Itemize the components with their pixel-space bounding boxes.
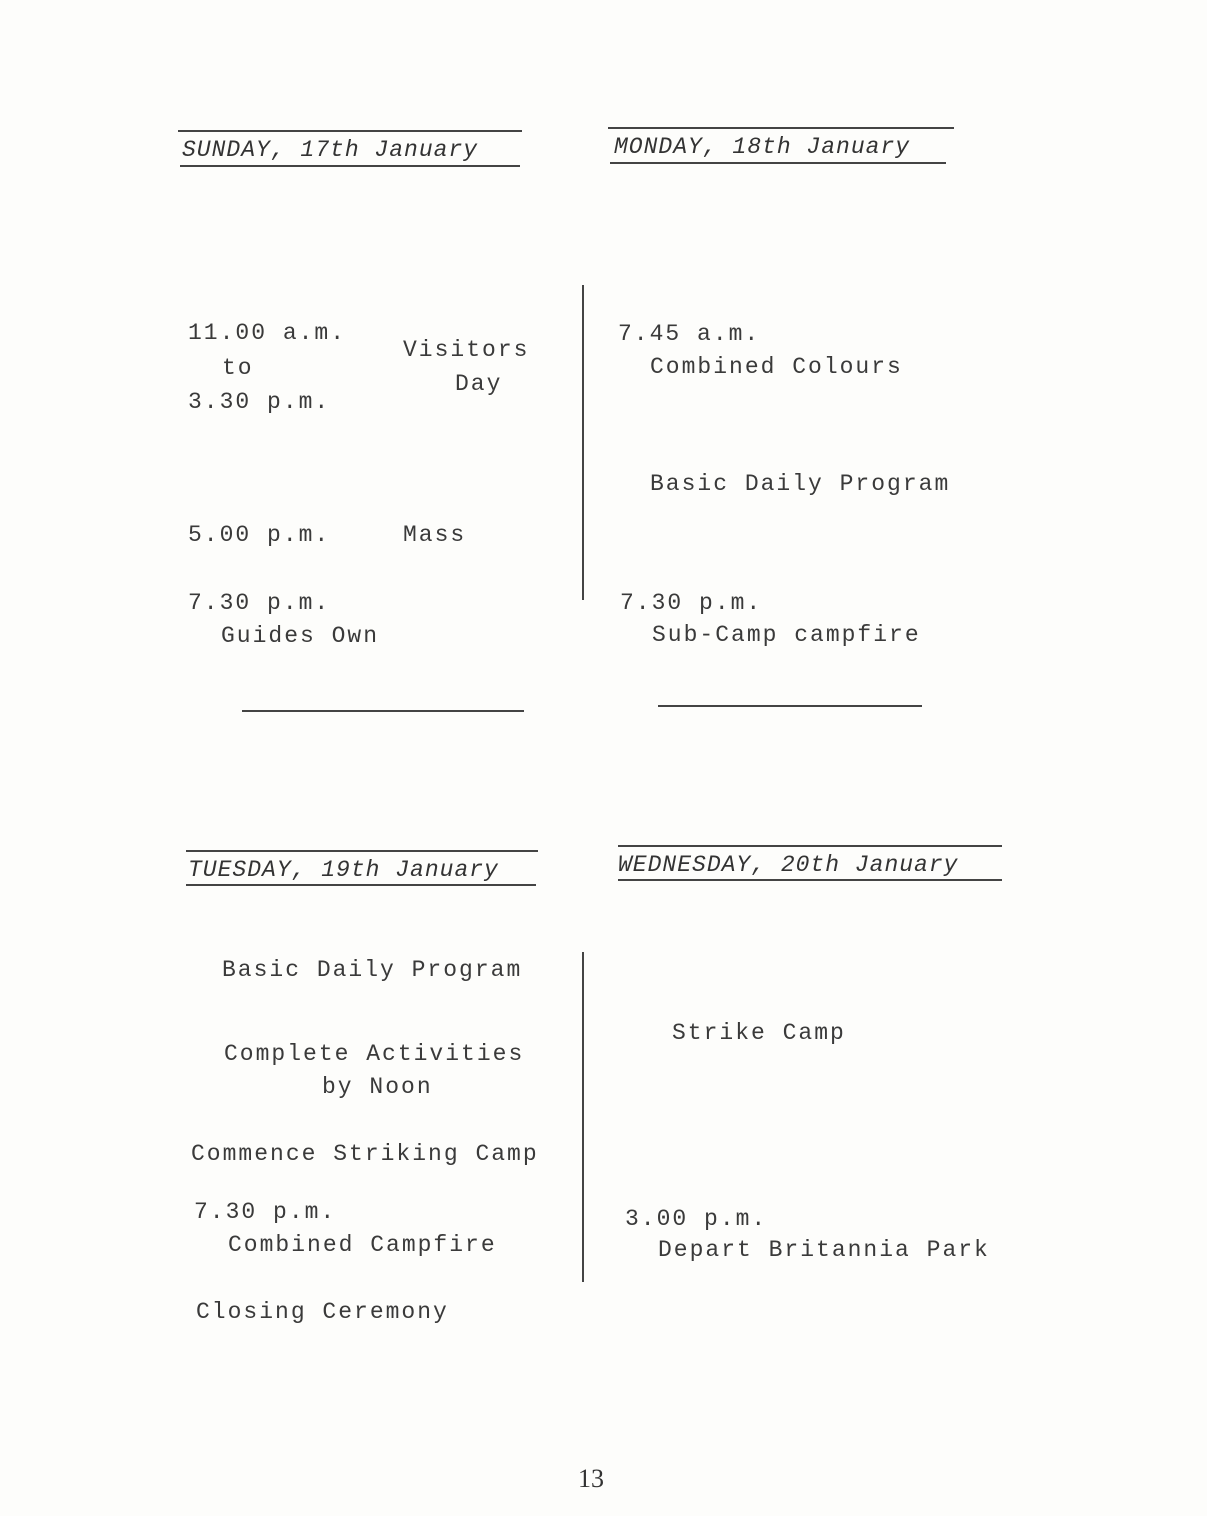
tuesday-closing: Closing Ceremony	[196, 1299, 449, 1325]
sunday-time-2: 5.00 p.m.	[188, 522, 331, 548]
wednesday-heading-rule-bottom	[618, 879, 1002, 881]
monday-event-2: Sub-Camp campfire	[652, 622, 921, 648]
sunday-day: Day	[455, 371, 503, 397]
tuesday-time-1: 7.30 p.m.	[194, 1199, 337, 1225]
sunday-event-2: Mass	[403, 522, 467, 548]
sunday-time-1-end: 3.30 p.m.	[188, 389, 331, 415]
page-number: 13	[578, 1464, 604, 1493]
monday-heading: MONDAY, 18th January	[614, 134, 911, 160]
wednesday-event-1: Depart Britannia Park	[658, 1237, 990, 1263]
wednesday-strike: Strike Camp	[672, 1020, 846, 1046]
sunday-heading-rule-bottom	[180, 165, 520, 167]
sunday-time-1-to: to	[222, 355, 254, 381]
wednesday-time-1: 3.00 p.m.	[625, 1206, 768, 1232]
sunday-heading: SUNDAY, 17th January	[182, 137, 479, 163]
tuesday-by-noon: by Noon	[322, 1074, 433, 1100]
tuesday-heading: TUESDAY, 19th January	[188, 857, 499, 883]
tuesday-heading-rule-top	[186, 850, 538, 852]
monday-time-2: 7.30 p.m.	[620, 590, 763, 616]
tuesday-heading-rule-bottom	[186, 884, 536, 886]
tuesday-striking: Commence Striking Camp	[191, 1141, 539, 1167]
tuesday-program: Basic Daily Program	[222, 957, 523, 983]
monday-end-rule	[658, 705, 922, 707]
sunday-end-rule	[242, 710, 524, 712]
tuesday-event-1: Combined Campfire	[228, 1232, 497, 1258]
wednesday-heading-rule-top	[618, 845, 1002, 847]
sunday-heading-rule-top	[178, 130, 522, 132]
sunday-time-3: 7.30 p.m.	[188, 590, 331, 616]
bottom-column-divider	[582, 952, 584, 1282]
sunday-time-1: 11.00 a.m.	[188, 320, 347, 346]
wednesday-heading: WEDNESDAY, 20th January	[618, 852, 959, 878]
sunday-visitors: Visitors	[403, 337, 530, 363]
tuesday-activities: Complete Activities	[224, 1041, 525, 1067]
sunday-event-3: Guides Own	[221, 623, 380, 649]
monday-heading-rule-top	[608, 127, 954, 129]
top-column-divider	[582, 285, 584, 600]
monday-time-1: 7.45 a.m.	[618, 321, 761, 347]
monday-heading-rule-bottom	[610, 162, 946, 164]
monday-event-1: Combined Colours	[650, 354, 903, 380]
monday-program: Basic Daily Program	[650, 471, 951, 497]
